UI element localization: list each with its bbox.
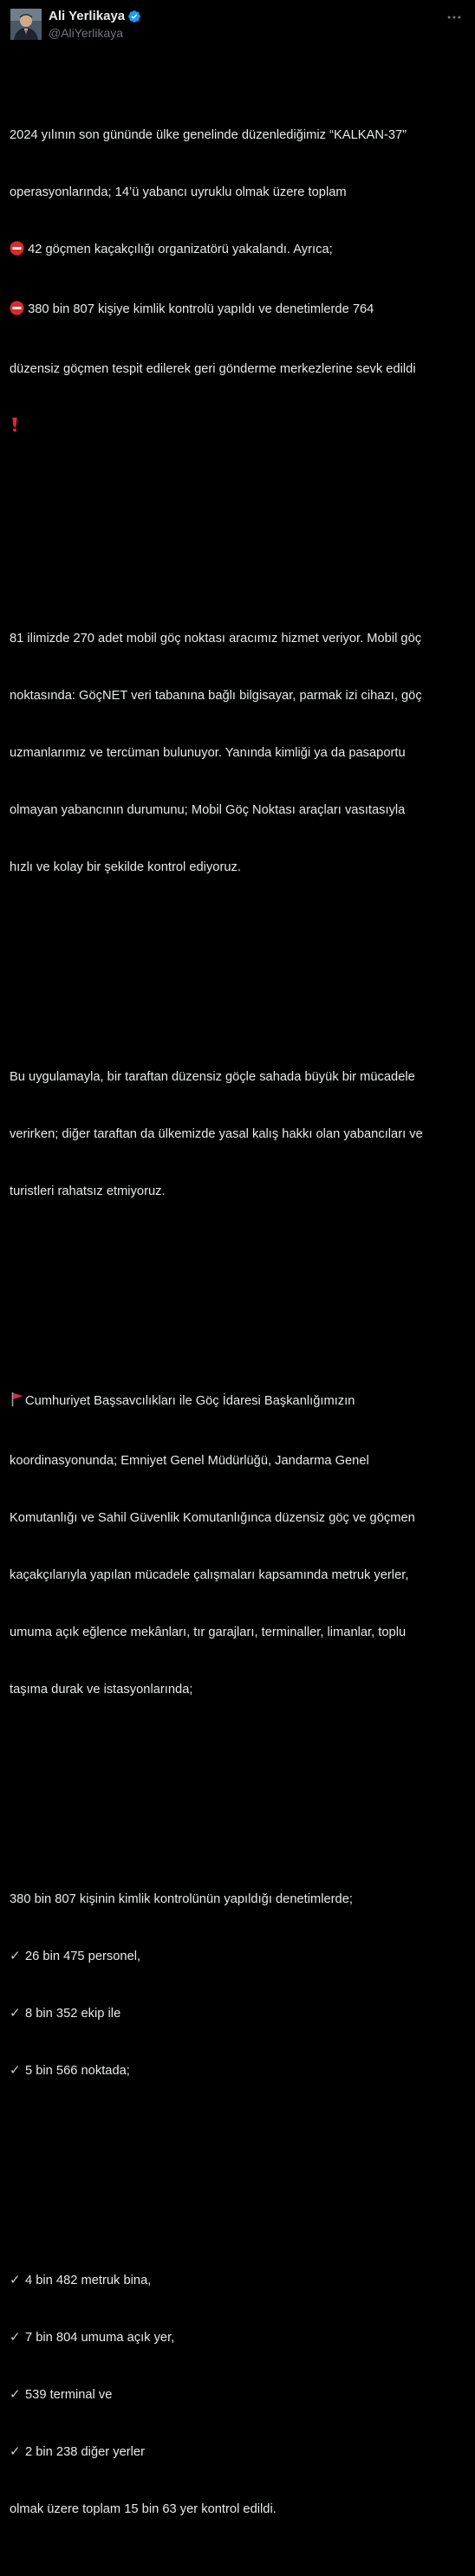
list-item <box>10 2061 469 2080</box>
list-item <box>10 2385 469 2404</box>
avatar-image <box>10 9 42 40</box>
paragraph-3 <box>10 1029 469 1239</box>
check-mark-icon: ✓ <box>10 2330 21 2345</box>
check-mark-icon: ✓ <box>10 2444 21 2459</box>
list-item-text: 539 terminal ve <box>25 2388 113 2402</box>
text-line <box>10 240 469 262</box>
text-line <box>10 1392 469 1413</box>
text-line <box>10 417 469 438</box>
text-line: uzmanlarımız ve tercüman bulunuyor. Yanında kimliği ya da pasaportu <box>10 746 406 760</box>
check-mark-icon: ✓ <box>10 1949 21 1963</box>
text-line: olmak üzere toplam 15 bin 63 yer kontrol edildi. <box>10 2502 277 2516</box>
list-item-text: 4 bin 482 metruk bina, <box>25 2274 152 2287</box>
list-item-text: 5 bin 566 noktada; <box>25 2064 130 2078</box>
no-entry-icon <box>10 301 24 321</box>
text-line: Komutanlığı ve Sahil Güvenlik Komutanlığınca düzensiz göç ve göçmen <box>10 1511 415 1525</box>
check-mark-icon: ✓ <box>10 2387 21 2402</box>
paragraph-1 <box>10 88 469 477</box>
author-info <box>49 9 141 41</box>
more-options-icon[interactable] <box>444 9 465 26</box>
paragraph-6 <box>10 2233 469 2557</box>
verified-badge-icon <box>127 10 141 23</box>
tweet-header <box>10 9 465 40</box>
text-line: olmayan yabancının durumunu; Mobil Göç Noktası araçları vasıtasıyla <box>10 803 406 817</box>
list-item <box>10 2004 469 2023</box>
text-line: hızlı ve kolay bir şekilde kontrol ediyoruz. <box>10 860 241 874</box>
avatar[interactable] <box>10 9 42 40</box>
text-line: kaçakçılarıyla yapılan mücadele çalışmaları kapsamında metruk yerler, <box>10 1568 409 1582</box>
author-handle[interactable]: @AliYerlikaya <box>49 26 124 40</box>
list-item <box>10 2328 469 2347</box>
text-line: umuma açık eğlence mekânları, tır garajları, terminaller, limanlar, toplu <box>10 1625 407 1639</box>
list-item-text: 2 bin 238 diğer yerler <box>25 2445 145 2459</box>
text-line-content: 380 bin 807 kişiye kimlik kontrolü yapıldı ve denetimlerde 764 <box>28 302 374 316</box>
text-line-content: Cumhuriyet Başsavcılıkları ile Göç İdaresi Başkanlığımızın <box>25 1394 355 1408</box>
text-line <box>10 300 469 321</box>
exclamation-icon <box>10 417 20 438</box>
list-item <box>10 2443 469 2462</box>
text-line: Bu uygulamayla, bir taraftan düzensiz göçle sahada büyük bir mücadele <box>10 1070 415 1084</box>
paragraph-5 <box>10 1852 469 2119</box>
check-mark-icon: ✓ <box>10 2063 21 2078</box>
author-name[interactable]: Ali Yerlikaya <box>49 9 126 23</box>
text-line: düzensiz göçmen tespit edilerek geri gönderme merkezlerine sevk edildi <box>10 362 416 376</box>
text-line: 81 ilimizde 270 adet mobil göç noktası aracımız hizmet veriyor. Mobil göç <box>10 632 422 646</box>
text-line: koordinasyonunda; Emniyet Genel Müdürlüğü, Jandarma Genel <box>10 1454 369 1468</box>
list-item <box>10 1947 469 1966</box>
text-line: operasyonlarında; 14’ü yabancı uyruklu olmak üzere toplam <box>10 185 347 199</box>
list-item-text: 7 bin 804 umuma açık yer, <box>25 2331 175 2345</box>
text-line: 2024 yılının son gününde ülke genelinde düzenlediğimiz “KALKAN-37” <box>10 128 407 142</box>
check-mark-icon: ✓ <box>10 2006 21 2021</box>
check-mark-icon: ✓ <box>10 2273 21 2287</box>
text-line: noktasında: GöçNET veri tabanına bağlı bilgisayar, parmak izi cihazı, göç <box>10 689 422 703</box>
red-flag-icon <box>10 1392 25 1413</box>
list-item-text: 8 bin 352 ekip ile <box>25 2007 121 2021</box>
no-entry-icon <box>10 241 24 262</box>
text-line: verirken; diğer taraftan da ülkemizde yasal kalış hakkı olan yabancıları ve <box>10 1127 423 1141</box>
text-line: taşıma durak ve istasyonlarında; <box>10 1683 193 1697</box>
tweet-text <box>10 49 469 2576</box>
text-line: 380 bin 807 kişinin kimlik kontrolünün yapıldığı denetimlerde; <box>10 1892 353 1906</box>
text-line-content: 42 göçmen kaçakçılığı organizatörü yakalandı. Ayrıca; <box>28 243 333 256</box>
list-item-text: 26 bin 475 personel, <box>25 1950 141 1963</box>
list-item <box>10 2271 469 2290</box>
paragraph-2 <box>10 591 469 915</box>
paragraph-4 <box>10 1353 469 1737</box>
text-line: turistleri rahatsız etmiyoruz. <box>10 1184 166 1198</box>
